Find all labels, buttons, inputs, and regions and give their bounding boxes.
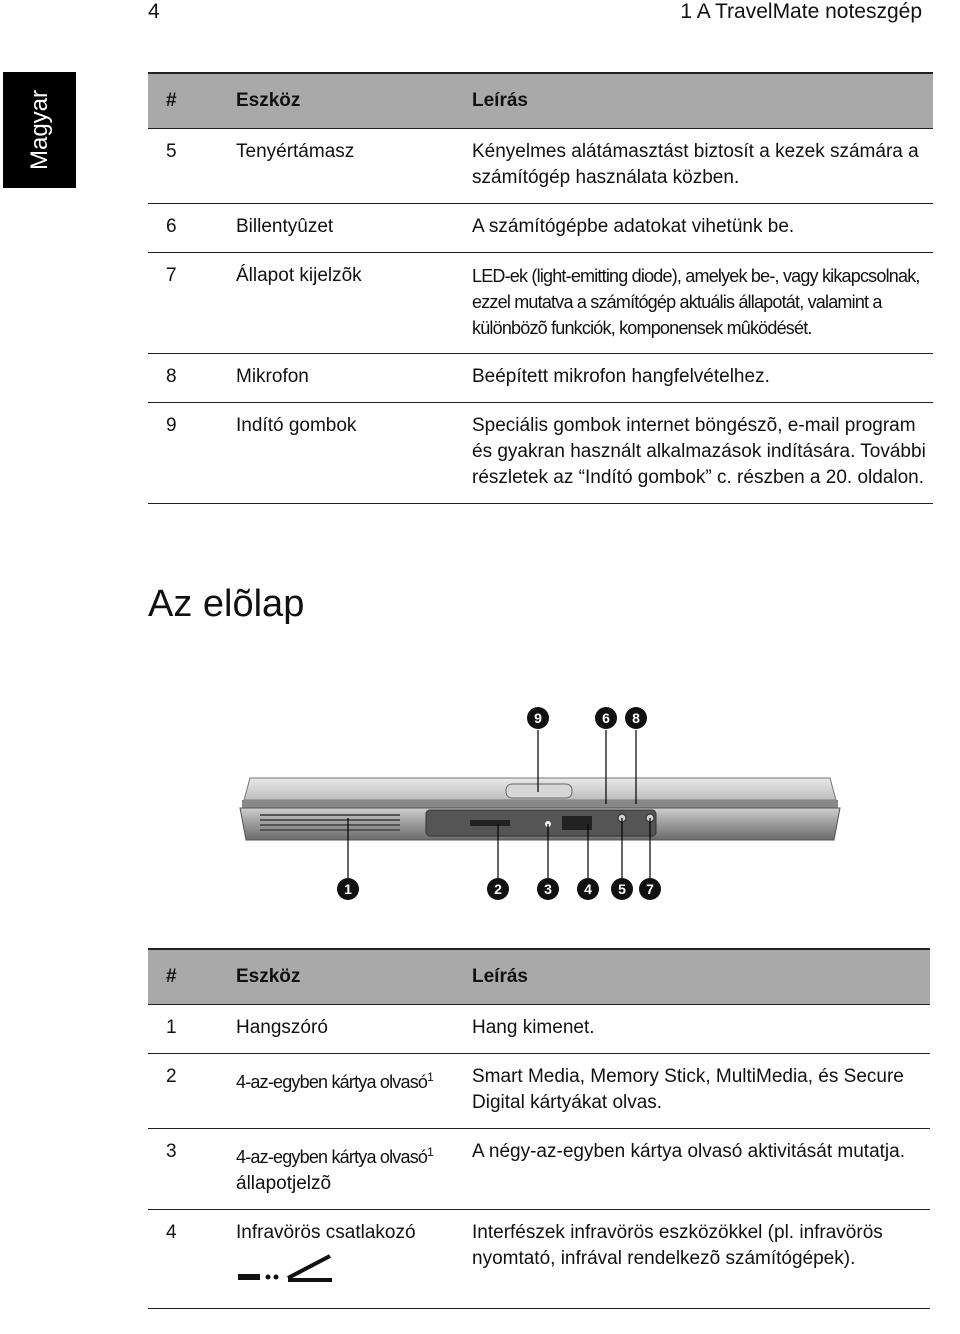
row-num: 1 — [148, 1005, 218, 1054]
col-header-desc: Leírás — [454, 949, 930, 1005]
row-num: 2 — [148, 1054, 218, 1129]
callout-9: 9 — [527, 707, 549, 729]
row-num: 8 — [148, 354, 218, 403]
row-item: Tenyértámasz — [218, 129, 454, 204]
language-tab-label: Magyar — [25, 89, 53, 171]
components-table-1 — [148, 72, 933, 504]
table-header-row — [148, 949, 930, 1005]
row-item: Billentyûzet — [218, 204, 454, 253]
row-desc: Interfészek infravörös eszközökkel (pl. infravörös nyomtató, infrával rendelkezõ számítógépek). — [454, 1210, 930, 1309]
footnote-mark: 1 — [427, 1145, 434, 1159]
row-item: Infravörös csatlakozó — [236, 1222, 416, 1243]
row-num: 7 — [148, 253, 218, 354]
callout-4: 4 — [577, 878, 599, 900]
row-item: 4-az-egyben kártya olvasó — [236, 1072, 428, 1092]
table-row — [148, 1054, 930, 1129]
col-header-item: Eszköz — [218, 73, 454, 129]
row-desc: A négy-az-egyben kártya olvasó aktivitását mutatja. — [454, 1129, 930, 1210]
row-num: 3 — [148, 1129, 218, 1210]
callout-5: 5 — [611, 878, 633, 900]
table-header-row — [148, 73, 933, 129]
table-row — [148, 1129, 930, 1210]
page-number: 4 — [148, 0, 160, 23]
table-row — [148, 1210, 930, 1309]
callout-6: 6 — [595, 707, 617, 729]
language-tab — [3, 72, 76, 188]
row-item-line2: állapotjelzõ — [236, 1173, 332, 1194]
components-table-2 — [148, 948, 930, 1309]
row-num: 4 — [148, 1210, 218, 1309]
table-row — [148, 403, 933, 504]
row-desc: Smart Media, Memory Stick, MultiMedia, és Secure Digital kártyákat olvas. — [454, 1054, 930, 1129]
running-header: 1 A TravelMate noteszgép — [680, 0, 922, 23]
callout-2: 2 — [487, 878, 509, 900]
row-desc: Kényelmes alátámasztást biztosít a kezek számára a számítógép használata közben. — [454, 129, 933, 204]
table-row — [148, 129, 933, 204]
col-header-item: Eszköz — [218, 949, 454, 1005]
row-item: 4-az-egyben kártya olvasó — [236, 1147, 428, 1167]
row-item-cell — [218, 1129, 454, 1210]
row-desc: Beépített mikrofon hangfelvételhez. — [454, 354, 933, 403]
section-title: Az elõlap — [148, 583, 305, 625]
infrared-icon — [236, 1252, 336, 1288]
table-row — [148, 253, 933, 354]
col-header-num: # — [148, 73, 218, 129]
row-item: Mikrofon — [218, 354, 454, 403]
col-header-desc: Leírás — [454, 73, 933, 129]
row-desc: Hang kimenet. — [454, 1005, 930, 1054]
callout-1: 1 — [337, 878, 359, 900]
table-row — [148, 1005, 930, 1054]
row-item: Állapot kijelzõk — [218, 253, 454, 354]
table-row — [148, 354, 933, 403]
row-num: 6 — [148, 204, 218, 253]
col-header-num: # — [148, 949, 218, 1005]
row-item-cell — [218, 1054, 454, 1129]
row-desc: A számítógépbe adatokat vihetünk be. — [454, 204, 933, 253]
row-desc: LED-ek (light-emitting diode), amelyek be-, vagy kikapcsolnak, ezzel mutatva a számítógép aktuális állapotát, valamint a különbözõ funkciók, komponensek mûködését. — [454, 253, 933, 354]
callout-3: 3 — [537, 878, 559, 900]
callout-8: 8 — [625, 707, 647, 729]
row-item-cell — [218, 1210, 454, 1309]
row-desc: Speciális gombok internet böngészõ, e-mail program és gyakran használt alkalmazások indítására. További részletek az “Indító gombok” c. részben a 20. oldalon. — [454, 403, 933, 504]
row-item: Indító gombok — [218, 403, 454, 504]
callout-7: 7 — [639, 878, 661, 900]
row-item: Hangszóró — [218, 1005, 454, 1054]
row-num: 5 — [148, 129, 218, 204]
laptop-front-illustration — [230, 700, 850, 910]
row-num: 9 — [148, 403, 218, 504]
table-row — [148, 204, 933, 253]
footnote-mark: 1 — [427, 1070, 434, 1084]
